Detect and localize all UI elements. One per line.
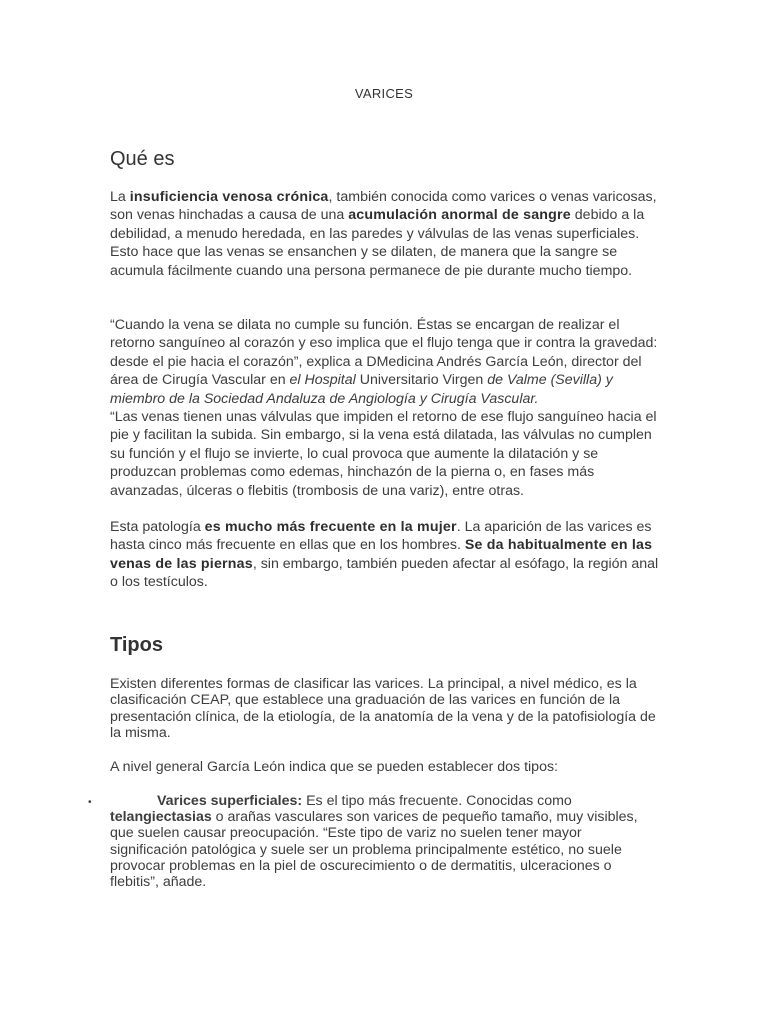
paragraph-two-types bbox=[110, 758, 662, 776]
text-run: acumulación anormal de sangre bbox=[348, 207, 571, 224]
text-run: , sin embargo, también pueden afectar al esófago, la región anal o los testículos. bbox=[110, 555, 659, 591]
text-run: , también conocida como varices o venas varicosas, son venas hinchadas a causa de una bbox=[110, 189, 657, 224]
paragraph-definition bbox=[110, 188, 662, 280]
text-run: . La aparición de las varices es hasta cinco más frecuente en ellas que en los hombres. bbox=[110, 519, 652, 554]
text-run: insuficiencia venosa crónica bbox=[129, 189, 329, 205]
bullet-item-runs bbox=[110, 793, 638, 890]
paragraph-classification bbox=[110, 676, 662, 742]
paragraph-frequency bbox=[110, 518, 662, 592]
bullet-item-text bbox=[110, 793, 655, 890]
text-run: Universitario Virgen bbox=[355, 372, 488, 389]
paragraph-quote-2-text: “Las venas tienen unas válvulas que impiden el retorno de ese flujo sanguíneo hacia el pie y facilitan la subida. Sin embargo, si la vena está dilatada, las válvulas no cumplen su función y el flujo se invierte, lo cual provoca que aumente la dilatación y se produzcan problemas como edemas, hinchazón de la pierna o, en fases más avanzadas, úlceras o flebitis (trombosis de una variz), entre otras. bbox=[110, 409, 657, 499]
text-run: telangiectasias bbox=[110, 809, 212, 826]
text-run: Se da habitualmente en las venas de las piernas bbox=[110, 537, 653, 572]
section-heading-tipos: Tipos bbox=[110, 634, 163, 656]
paragraph-quote-1-text bbox=[110, 316, 662, 408]
paragraph-quote-1 bbox=[110, 316, 662, 500]
paragraph-definition-text bbox=[110, 188, 662, 280]
text-run: “Cuando la vena se dilata no cumple su función. Éstas se encargan de realizar el retorno sanguíneo al corazón y eso implica que el flujo tenga que ir contra la gravedad: desde el pie hacia el corazón”, explica a DMedicina Andrés García León, director del área de Cirugía Vascular en bbox=[110, 317, 658, 389]
text-run: Esta patología bbox=[110, 519, 205, 535]
paragraph-two-types-text: A nivel general García León indica que se pueden establecer dos tipos: bbox=[110, 759, 558, 775]
text-run: o arañas vasculares son varices de pequeño tamaño, muy visibles, que suelen causar preocupación. “Este tipo de variz no suelen tener mayor significación patológica y suele ser un problema principalmente estético, no suele provocar problemas en la piel de oscurecimiento o de dermatitis, ulceraciones o flebitis”, añade. bbox=[110, 809, 638, 891]
bullet-dot-icon: • bbox=[88, 797, 92, 808]
text-run: debido a la debilidad, a menudo heredada, en las paredes y válvulas de las venas superficiales. Esto hace que las venas se ensanchen y se dilaten, de manera que la sangre se acumula fácilmente cuando una persona permanece de pie durante mucho tiempo. bbox=[110, 207, 645, 279]
text-run: el Hospital bbox=[289, 372, 356, 389]
text-run: de Valme (Sevilla) y miembro de la Sociedad Andaluza de Angiología y Cirugía Vascular. bbox=[110, 372, 613, 407]
document-title: VARICES bbox=[354, 86, 414, 101]
text-run: Varices superficiales: bbox=[157, 793, 303, 809]
text-run: es mucho más frecuente en la mujer bbox=[204, 519, 457, 535]
section-heading-que-es: Qué es bbox=[110, 148, 175, 170]
text-run: Es el tipo más frecuente. Conocidas como bbox=[302, 793, 572, 809]
paragraph-classification-text: Existen diferentes formas de clasificar las varices. La principal, a nivel médico, es la clasificación CEAP, que establece una graduación de las varices en función de la presentación clínica, de la etiología, de la anatomía de la vena y de la patofisiología de la misma. bbox=[110, 676, 656, 742]
text-run: La bbox=[110, 189, 130, 205]
paragraph-frequency-text bbox=[110, 518, 662, 592]
